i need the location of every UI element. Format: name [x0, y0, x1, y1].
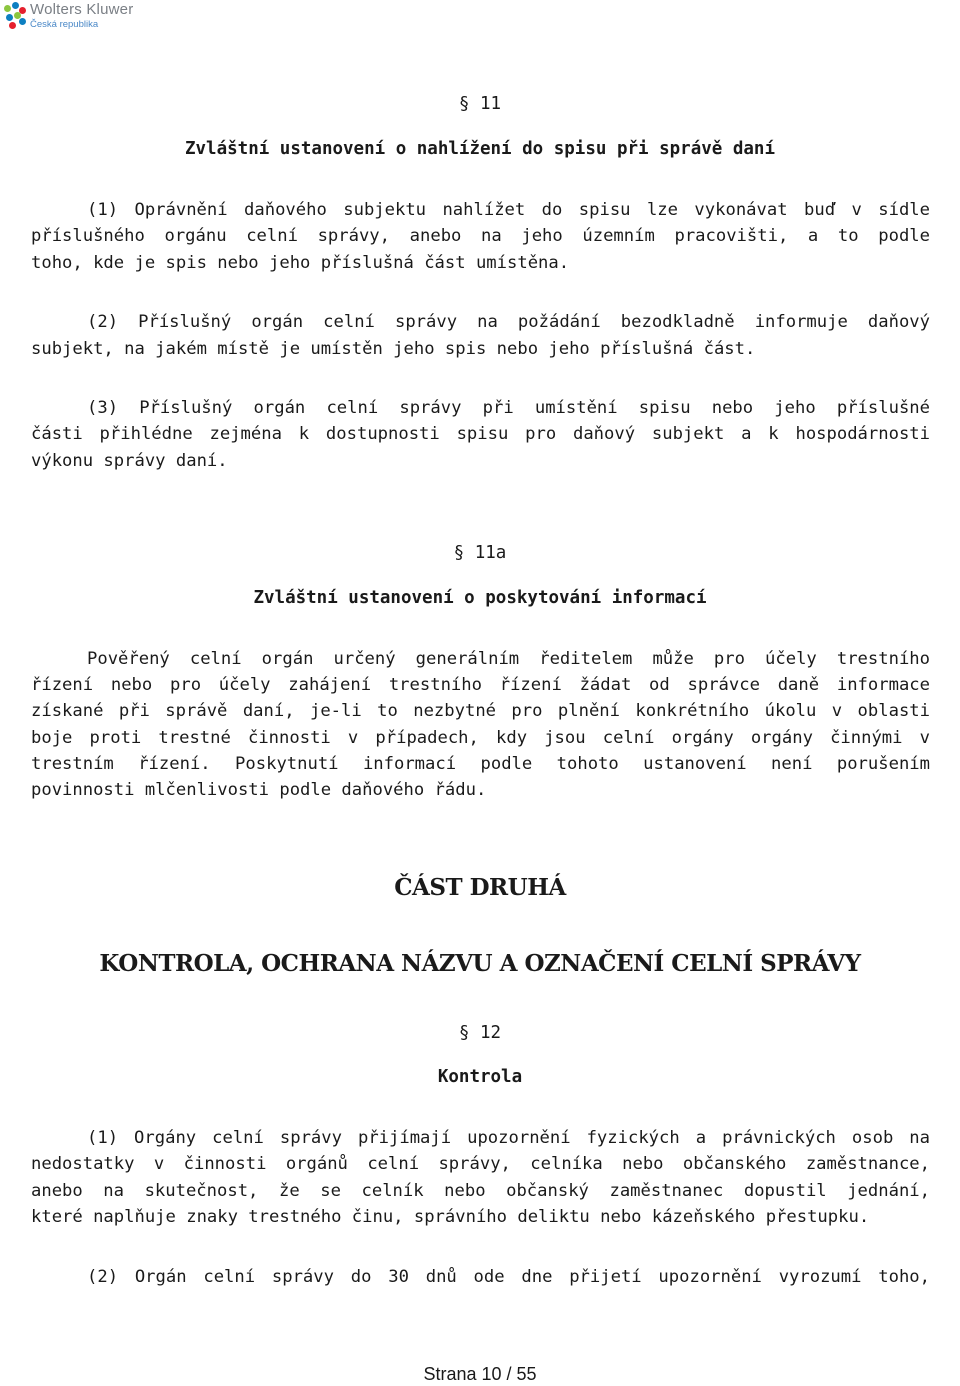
section-number: § 12	[458, 1023, 502, 1043]
paragraph-line: příslušného orgánu celní správy, anebo na jeho územním pracovišti, a to podle	[31, 226, 930, 246]
page-number: Strana 10 / 55	[423, 1364, 537, 1384]
paragraph-line: (3) Příslušný orgán celní správy při umístění spisu nebo jeho příslušné	[87, 398, 930, 418]
logo-subtitle: Česká republika	[30, 19, 99, 30]
paragraph-line: (1) Oprávnění daňového subjektu nahlížet do spisu lze vykonávat buď v sídle	[87, 200, 930, 220]
paragraph-line: výkonu správy daní.	[31, 451, 228, 471]
paragraph-line: (2) Orgán celní správy do 30 dnů ode dne přijetí upozornění vyrozumí toho,	[87, 1267, 930, 1287]
paragraph-line: anebo na skutečnost, že se celník nebo občanský zaměstnanec dopustil jednání,	[31, 1181, 930, 1201]
paragraph-line: Pověřený celní orgán určený generálním ředitelem může pro účely trestního	[87, 649, 930, 669]
section-title: Zvláštní ustanovení o poskytování informací	[253, 588, 707, 608]
section-number: § 11	[458, 94, 502, 114]
section-title: Zvláštní ustanovení o nahlížení do spisu při správě daní	[184, 139, 775, 159]
paragraph-line: boje proti trestné činnosti v případech, kdy jsou celní orgány orgány činnými v	[31, 728, 930, 748]
paragraph-line: (2) Příslušný orgán celní správy na požádání bezodkladně informuje daňový	[87, 312, 930, 332]
paragraph-line: povinnosti mlčenlivosti podle daňového řádu.	[31, 780, 487, 800]
paragraph-line: trestním řízení. Poskytnutí informací podle tohoto ustanovení není porušením	[31, 754, 930, 774]
paragraph-line: toho, kde je spis nebo jeho příslušná část umístěna.	[31, 253, 570, 273]
section-number: § 11a	[453, 543, 507, 563]
part-label: ČÁST DRUHÁ	[394, 874, 566, 901]
paragraph-line: získané při správě daní, je-li to nezbytné pro plnění konkrétního úkolu v oblasti	[31, 701, 930, 721]
wolters-kluwer-dots-logo-icon	[2, 2, 26, 32]
part-title: KONTROLA, OCHRANA NÁZVU A OZNAČENÍ CELNÍ SPRÁVY	[99, 950, 861, 977]
paragraph-line: řízení nebo pro účely zahájení trestního řízení žádat od správce daně informace	[31, 675, 930, 695]
publisher-logo	[2, 2, 133, 32]
paragraph-line: (1) Orgány celní správy přijímají upozornění fyzických a právnických osob na	[87, 1128, 930, 1148]
paragraph-line: subjekt, na jakém místě je umístěn jeho spis nebo jeho příslušná část.	[31, 339, 756, 359]
paragraph-line: nedostatky v činnosti orgánů celní správy, celníka nebo občanského zaměstnance,	[31, 1154, 930, 1174]
paragraph-line: části přihlédne zejména k dostupnosti spisu pro daňový subjekt a k hospodárnosti	[31, 424, 930, 444]
paragraph-line: které naplňuje znaky trestného činu, správního deliktu nebo kázeňského přestupku.	[31, 1207, 870, 1227]
logo-name: Wolters Kluwer	[30, 1, 134, 18]
section-title: Kontrola	[437, 1067, 523, 1087]
